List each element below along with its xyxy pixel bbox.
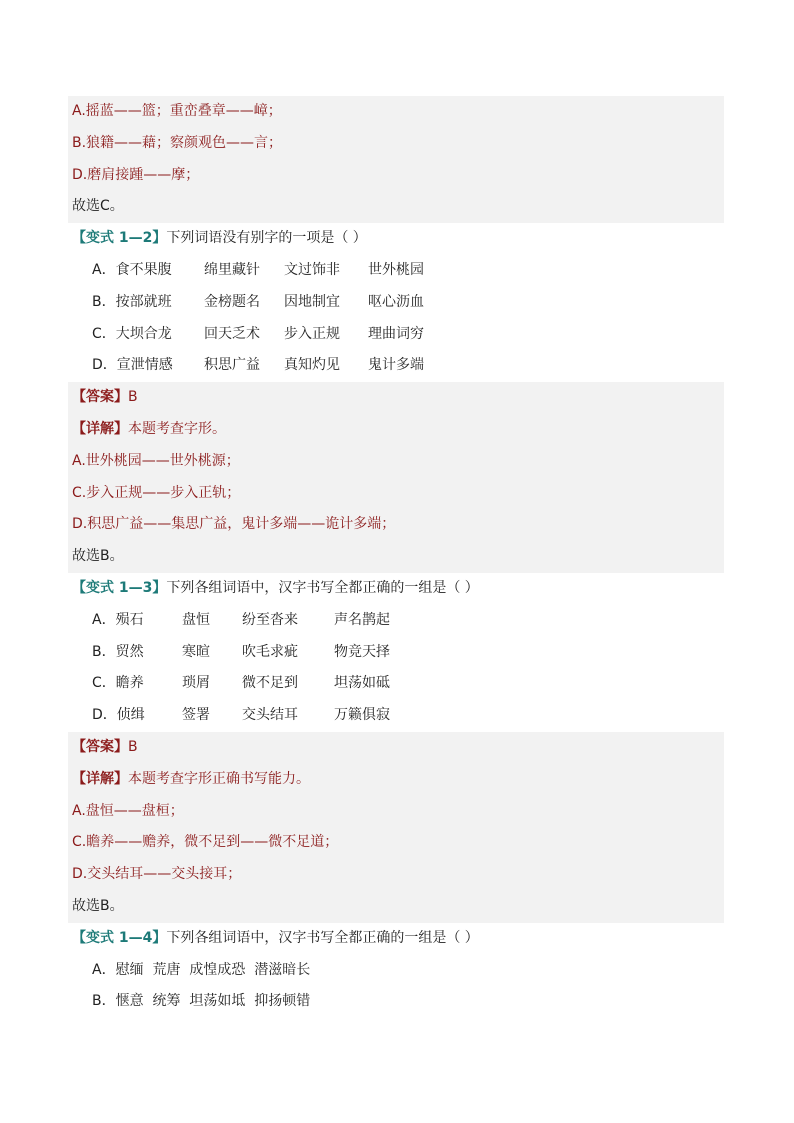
detail-line — [68, 764, 724, 796]
content — [68, 96, 724, 1018]
answer-value: B — [128, 389, 138, 406]
question-2 — [68, 223, 724, 255]
conclusion-line: 故选B。 — [68, 541, 724, 573]
question-4 — [68, 923, 724, 955]
answer-tag: 【答案】 — [72, 738, 128, 755]
conclusion-line: 故选C。 — [68, 191, 724, 223]
option-b: B．按部就班 金榜题名 因地制宜 呕心沥血 — [92, 293, 424, 310]
option-a: A．食不果腹 绵里藏针 文过饰非 世外桃园 — [92, 261, 424, 278]
question-text: 下列各组词语中，汉字书写全都正确的一组是（ ） — [166, 579, 479, 596]
explain-line: C.步入正规——步入正轨； — [68, 478, 724, 510]
answer-line — [68, 382, 724, 414]
detail-tag: 【详解】 — [72, 770, 128, 787]
explain-line: A.世外桃园——世外桃源； — [68, 446, 724, 478]
question-3 — [68, 573, 724, 605]
conclusion-line: 故选B。 — [68, 891, 724, 923]
option-a: A．殒石 盘恒 纷至沓来 声名鹊起 — [92, 611, 390, 628]
detail-text: 本题考查字形。 — [128, 420, 226, 437]
question-tag: 【变式 1—4】 — [72, 929, 167, 946]
option-d: D．宣泄情感 积思广益 真知灼见 鬼计多端 — [92, 357, 424, 374]
explain-line: D.交头结耳——交头接耳； — [68, 859, 724, 891]
answer-tag: 【答案】 — [72, 389, 128, 406]
detail-text: 本题考查字形正确书写能力。 — [128, 770, 310, 787]
option-b: B．贸然 寒暄 吹毛求疵 物竞天择 — [92, 643, 390, 660]
explain-line: D.磨肩接踵——摩； — [68, 160, 724, 192]
question-text: 下列词语没有别字的一项是（ ） — [166, 230, 367, 247]
question-text: 下列各组词语中，汉字书写全都正确的一组是（ ） — [166, 929, 479, 946]
explain-line: A.盘恒——盘桓； — [68, 796, 724, 828]
option-c: C．瞻养 琐屑 微不足到 坦荡如砥 — [92, 675, 390, 692]
option-a: A．慰缅 荒唐 成惶成恐 潜滋暗长 — [92, 961, 311, 978]
explain-line: C.瞻养——赡养，微不足到——微不足道； — [68, 827, 724, 859]
detail-tag: 【详解】 — [72, 420, 128, 437]
question-tag: 【变式 1—3】 — [72, 579, 167, 596]
explain-line: A.摇蓝——篮；重峦叠章——嶂； — [68, 96, 724, 128]
option-b: B．惬意 统筹 坦荡如坻 抑扬顿错 — [92, 993, 311, 1010]
detail-line — [68, 414, 724, 446]
question-tag: 【变式 1—2】 — [72, 230, 167, 247]
explain-line: B.狼籍——藉；察颜观色——言； — [68, 128, 724, 160]
explain-line: D.积思广益——集思广益，鬼计多端——诡计多端； — [68, 509, 724, 541]
answer-line — [68, 732, 724, 764]
option-d: D．侦缉 签署 交头结耳 万籁俱寂 — [92, 707, 390, 724]
answer-value: B — [128, 738, 138, 755]
option-c: C．大坝合龙 回天乏术 步入正规 理曲词穷 — [92, 325, 424, 342]
